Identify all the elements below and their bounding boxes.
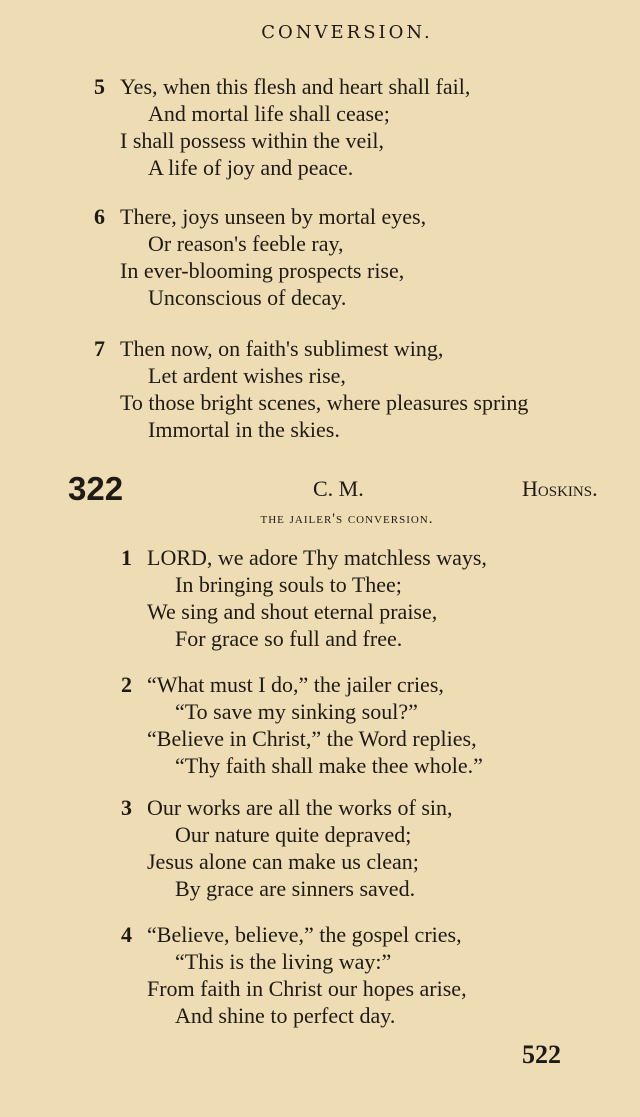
hymn-number: 322 — [68, 470, 124, 507]
stanza-number: 2 — [121, 672, 132, 697]
stanza-line: Our nature quite depraved; — [175, 822, 412, 847]
stanza-line: By grace are sinners saved. — [175, 876, 416, 901]
page-number: 522 — [522, 1040, 561, 1069]
stanza-line: A life of joy and peace. — [148, 155, 354, 180]
stanza-line: Then now, on faith's sublimest wing, — [120, 336, 444, 361]
stanza-line: Immortal in the skies. — [148, 417, 340, 442]
stanza-line: In ever-blooming prospects rise, — [120, 258, 405, 283]
stanza-line: Yes, when this flesh and heart shall fail, — [120, 74, 471, 99]
stanza-line: In bringing souls to Thee; — [175, 572, 402, 597]
stanza-line: Jesus alone can make us clean; — [147, 849, 419, 874]
stanza-line: “Believe in Christ,” the Word replies, — [147, 726, 477, 751]
hymn-title: the jailer's conversion. — [260, 511, 434, 527]
stanza-line: Unconscious of decay. — [148, 285, 347, 310]
stanza-number: 4 — [121, 922, 132, 947]
stanza-number: 6 — [94, 204, 105, 229]
stanza-line: From faith in Christ our hopes arise, — [147, 976, 467, 1001]
stanza-line: “This is the living way:” — [175, 949, 392, 974]
stanza-line: Our works are all the works of sin, — [147, 795, 453, 820]
stanza-line: For grace so full and free. — [175, 626, 403, 651]
stanza-line: “To save my sinking soul?” — [175, 699, 418, 724]
stanza-line: And mortal life shall cease; — [148, 101, 390, 126]
stanza-line: Let ardent wishes rise, — [148, 363, 346, 388]
stanza-line: I shall possess within the veil, — [120, 128, 384, 153]
stanza-number: 7 — [94, 336, 105, 361]
stanza-number: 3 — [121, 795, 132, 820]
stanza-number: 5 — [94, 74, 105, 99]
stanza-line: Or reason's feeble ray, — [148, 231, 344, 256]
stanza-line: We sing and shout eternal praise, — [147, 599, 438, 624]
stanza-line: There, joys unseen by mortal eyes, — [120, 204, 427, 229]
stanza-line: “Believe, believe,” the gospel cries, — [147, 922, 462, 947]
stanza-line: “What must I do,” the jailer cries, — [147, 672, 444, 697]
hymn-author: Hoskins. — [522, 476, 598, 501]
stanza-line: And shine to perfect day. — [175, 1003, 396, 1028]
stanza-line: To those bright scenes, where pleasures spring — [120, 390, 529, 415]
stanza-number: 1 — [121, 545, 132, 570]
stanza-line: LORD, we adore Thy matchless ways, — [147, 545, 487, 570]
running-header: CONVERSION. — [261, 22, 433, 43]
hymn-meter: C. M. — [313, 476, 364, 501]
stanza-line: “Thy faith shall make thee whole.” — [175, 753, 483, 778]
